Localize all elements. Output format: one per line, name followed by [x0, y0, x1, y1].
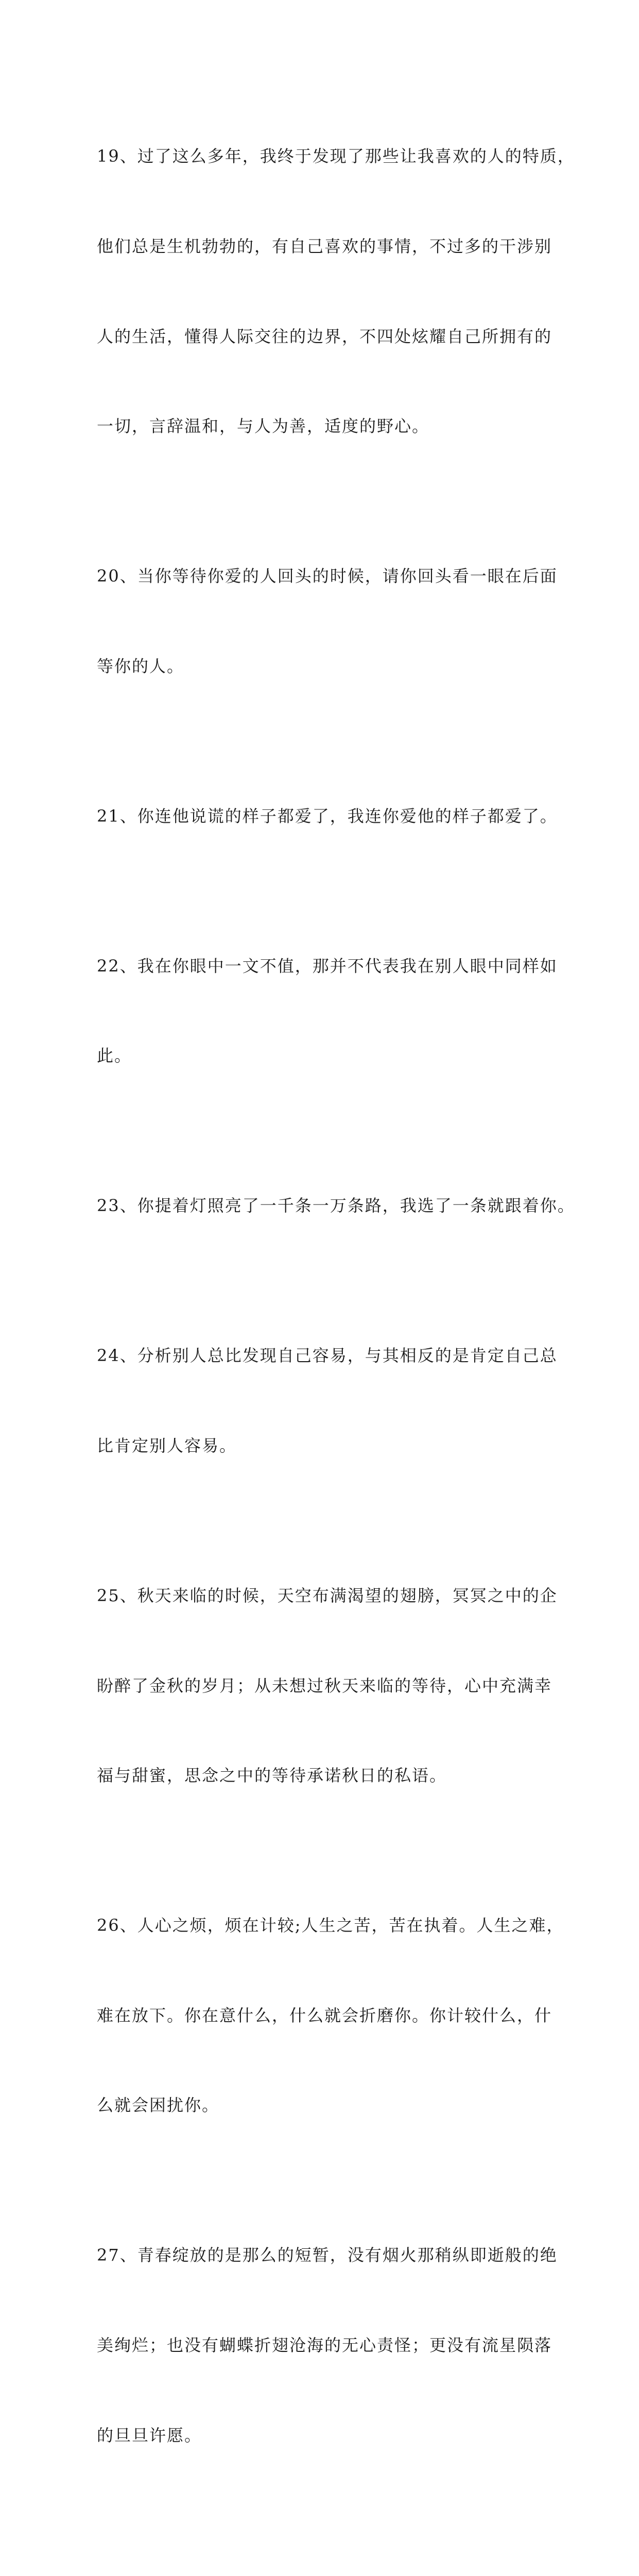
paragraph-22: [97, 891, 558, 1131]
text-line: 难在放下。你在意什么，什么就会折磨你。你计较什么，什: [97, 2005, 552, 2025]
text-line: 19、过了这么多年，我终于发现了那些让我喜欢的人的特质，: [97, 146, 575, 166]
paragraph-25: [97, 1521, 558, 1851]
text-line: 22、我在你眼中一文不值，那并不代表我在别人眼中同样如: [97, 956, 558, 976]
text-line: 27、青春绽放的是那么的短暂，没有烟火那稍纵即逝般的绝: [97, 2245, 558, 2265]
paragraph-27: [97, 2180, 558, 2510]
text-line: 的旦旦许愿。: [97, 2425, 202, 2445]
paragraph-28: [97, 2510, 550, 2576]
paragraph-21: [97, 741, 558, 891]
text-line: 25、秋天来临的时候，天空布满渴望的翅膀，冥冥之中的企: [97, 1585, 558, 1605]
text-line: 比肯定别人容易。: [97, 1435, 237, 1455]
paragraph-23: [97, 1131, 575, 1281]
paragraph-26: [97, 1851, 564, 2180]
text-line: 21、你连他说谎的样子都爱了，我连你爱他的样子都爱了。: [97, 806, 558, 826]
text-line: 此。: [97, 1046, 132, 1066]
text-line: 么就会困扰你。: [97, 2095, 220, 2115]
paragraph-19: [97, 81, 575, 501]
text-line: 23、你提着灯照亮了一千条一万条路，我选了一条就跟着你。: [97, 1196, 575, 1216]
text-line: [97, 2570, 550, 2576]
paragraph-24: [97, 1281, 558, 1521]
text-line: 24、分析别人总比发现自己容易，与其相反的是肯定自己总: [97, 1346, 558, 1366]
text-line: 福与甜蜜，思念之中的等待承诺秋日的私语。: [97, 1766, 447, 1786]
text-line: 人的生活，懂得人际交往的边界，不四处炫耀自己所拥有的: [97, 326, 552, 346]
text-line: 26、人心之烦，烦在计较;人生之苦，苦在执着。人生之难，: [97, 1916, 564, 1936]
text-line: 一切，言辞温和，与人为善，适度的野心。: [97, 416, 430, 436]
document-body: [97, 81, 575, 2576]
text-line: 等你的人。: [97, 656, 185, 676]
text-line: 美绚烂；也没有蝴蝶折翅沧海的无心责怪；更没有流星陨落: [97, 2335, 552, 2355]
text-line: 他们总是生机勃勃的，有自己喜欢的事情，不过多的干涉别: [97, 236, 552, 256]
paragraph-20: [97, 501, 558, 741]
text-line: 盼醉了金秋的岁月；从未想过秋天来临的等待，心中充满幸: [97, 1675, 552, 1696]
text-line: 20、当你等待你爱的人回头的时候，请你回头看一眼在后面: [97, 566, 558, 586]
